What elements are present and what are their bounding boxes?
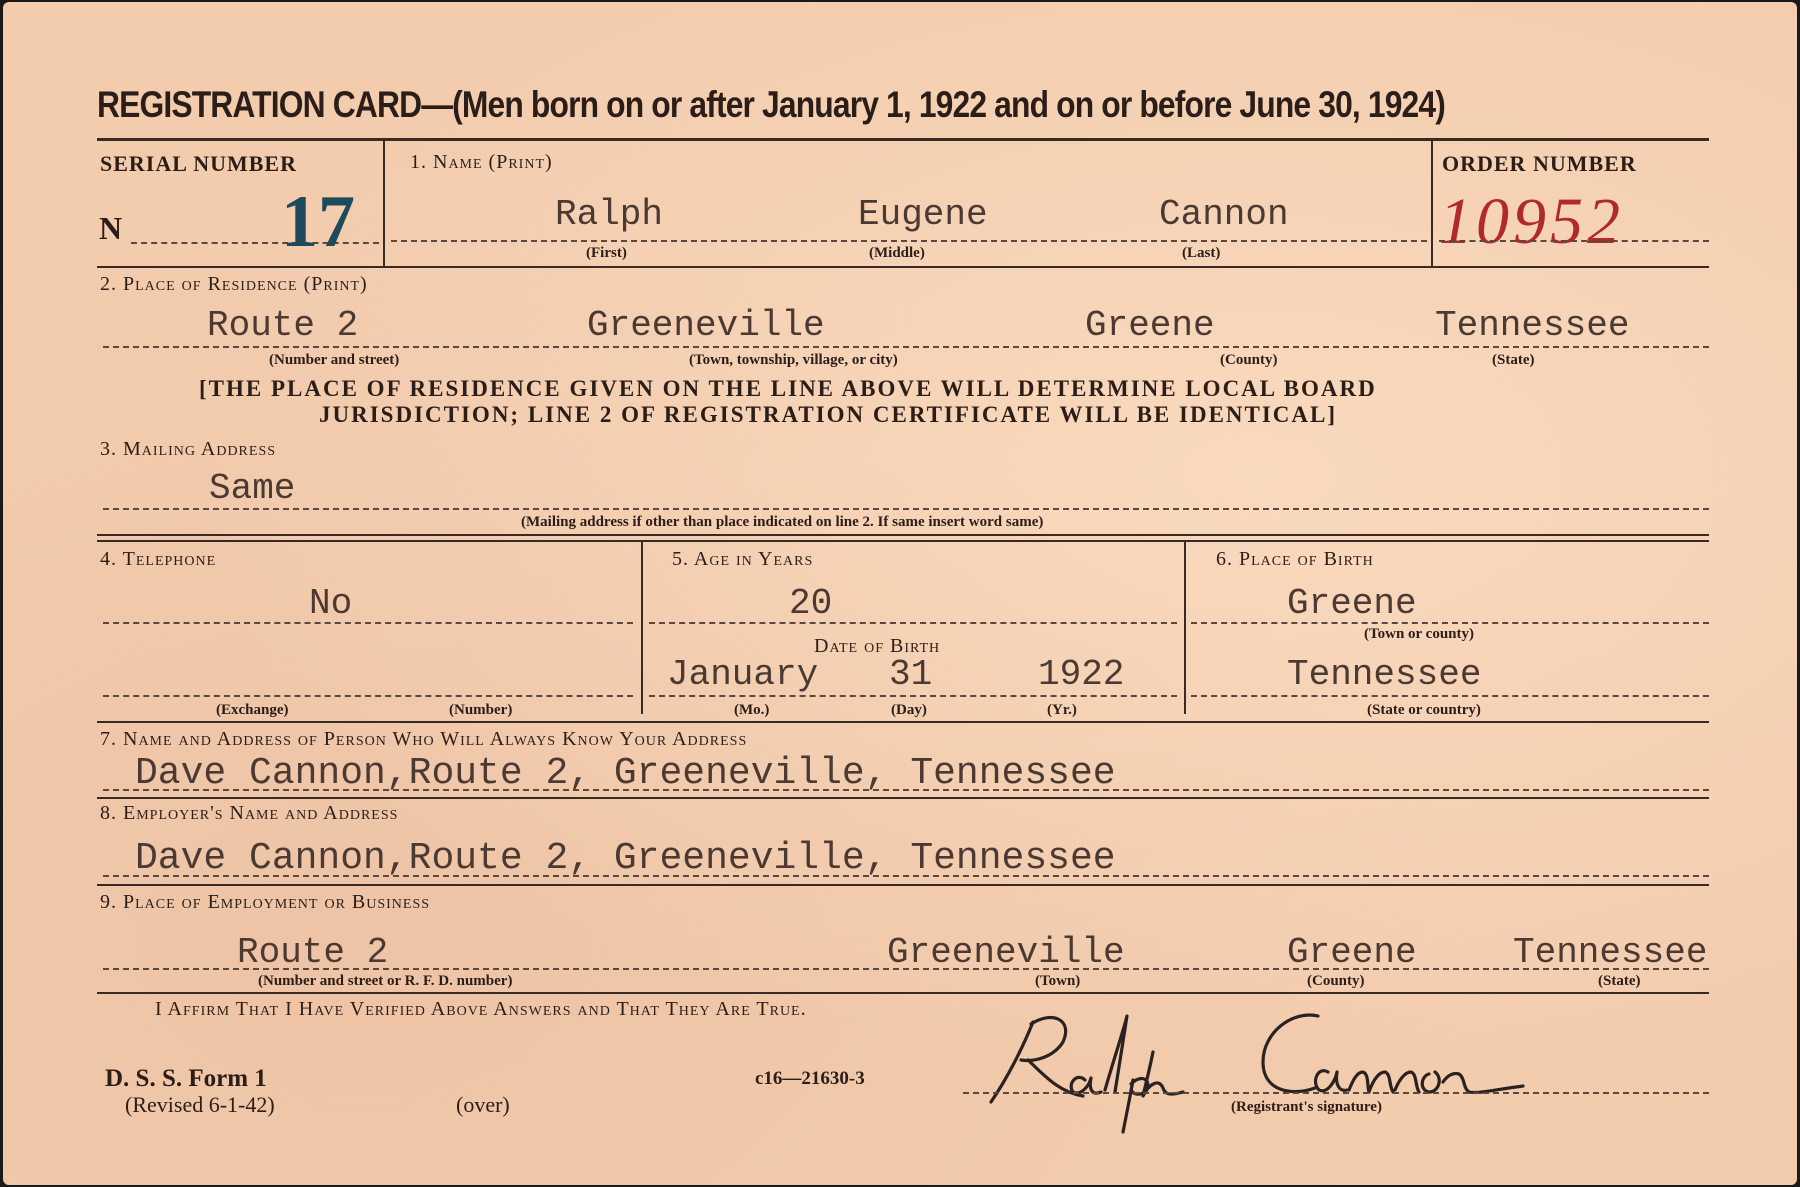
dob-month: January bbox=[667, 654, 819, 695]
employer-line bbox=[103, 875, 1709, 877]
signature-caption: (Registrant's signature) bbox=[1231, 1099, 1382, 1115]
telephone-exchange-caption: (Exchange) bbox=[216, 702, 289, 718]
birthplace-state-line bbox=[1191, 695, 1709, 697]
age-value: 20 bbox=[789, 583, 833, 624]
age-label: 5. Age in Years bbox=[672, 548, 814, 570]
name-last: Cannon bbox=[1159, 194, 1289, 235]
birthplace-town: Greene bbox=[1287, 583, 1417, 624]
serial-divider bbox=[383, 138, 385, 266]
mailing-rule-a bbox=[97, 534, 1709, 536]
residence-label: 2. Place of Residence (Print) bbox=[100, 273, 368, 295]
mailing-value: Same bbox=[209, 468, 296, 509]
form-revised: (Revised 6-1-42) bbox=[125, 1092, 275, 1117]
employment-county: Greene bbox=[1287, 932, 1417, 973]
residence-state: Tennessee bbox=[1435, 305, 1630, 346]
birthplace-state: Tennessee bbox=[1287, 654, 1482, 695]
residence-state-caption: (State) bbox=[1492, 352, 1535, 368]
name-first: Ralph bbox=[555, 194, 664, 235]
telephone-label: 4. Telephone bbox=[100, 548, 217, 570]
employment-street-caption: (Number and street or R. F. D. number) bbox=[258, 973, 513, 989]
mailing-label: 3. Mailing Address bbox=[100, 438, 277, 460]
name-label: 1. Name (Print) bbox=[410, 151, 553, 173]
serial-prefix: N bbox=[99, 210, 123, 246]
name-line bbox=[391, 240, 1427, 242]
employer-value: Dave Cannon,Route 2, Greeneville, Tennessee bbox=[135, 837, 1116, 880]
telephone-divider bbox=[641, 542, 643, 714]
name-middle: Eugene bbox=[858, 194, 988, 235]
birthplace-label: 6. Place of Birth bbox=[1216, 548, 1374, 570]
dob-year: 1922 bbox=[1038, 654, 1125, 695]
row1-rule bbox=[97, 266, 1709, 268]
order-divider bbox=[1431, 138, 1433, 266]
birthplace-town-line bbox=[1191, 622, 1709, 624]
mailing-caption: (Mailing address if other than place indicated on line 2. If same insert word same) bbox=[521, 514, 1044, 530]
employer-label: 8. Employer's Name and Address bbox=[100, 802, 399, 824]
dob-day: 31 bbox=[889, 654, 933, 695]
top-rule bbox=[97, 138, 1709, 141]
row4-rule bbox=[97, 721, 1709, 723]
age-divider bbox=[1184, 542, 1186, 714]
dob-day-caption: (Day) bbox=[891, 702, 927, 718]
employment-state-caption: (State) bbox=[1598, 973, 1641, 989]
birthplace-town-caption: (Town or county) bbox=[1364, 626, 1475, 642]
residence-line bbox=[103, 346, 1709, 348]
telephone-number-caption: (Number) bbox=[449, 702, 513, 718]
affirmation-text: I Affirm That I Have Verified Above Answers and That They Are True. bbox=[155, 998, 807, 1020]
order-line bbox=[1439, 240, 1709, 242]
serial-number-label: SERIAL NUMBER bbox=[100, 151, 297, 176]
name-first-caption: (First) bbox=[586, 245, 627, 261]
mailing-rule-b bbox=[97, 540, 1709, 542]
residence-town-caption: (Town, township, village, or city) bbox=[689, 352, 898, 368]
residence-county-caption: (County) bbox=[1220, 352, 1278, 368]
telephone-line-2 bbox=[103, 695, 633, 697]
name-last-caption: (Last) bbox=[1182, 245, 1221, 261]
employment-label: 9. Place of Employment or Business bbox=[100, 891, 431, 913]
signature-line bbox=[963, 1092, 1709, 1094]
residence-town: Greeneville bbox=[587, 305, 825, 346]
contact-value: Dave Cannon,Route 2, Greeneville, Tennessee bbox=[135, 752, 1116, 795]
form-over: (over) bbox=[456, 1092, 510, 1117]
birthplace-state-caption: (State or country) bbox=[1367, 702, 1481, 718]
form-name: D. S. S. Form 1 bbox=[105, 1065, 267, 1092]
dob-label: Date of Birth bbox=[814, 635, 941, 657]
card-title: REGISTRATION CARD—(Men born on or after January 1, 1922 and on or before June 30, 1924) bbox=[97, 84, 1445, 125]
registrant-signature bbox=[973, 992, 1623, 1142]
employment-town-caption: (Town) bbox=[1035, 973, 1081, 989]
residence-street: Route 2 bbox=[207, 305, 359, 346]
residence-street-caption: (Number and street) bbox=[269, 352, 400, 368]
order-number-label: ORDER NUMBER bbox=[1442, 151, 1637, 176]
age-line bbox=[649, 622, 1177, 624]
mailing-line bbox=[103, 508, 1709, 510]
employment-line bbox=[103, 968, 1709, 970]
contact-line bbox=[103, 789, 1709, 791]
employment-street: Route 2 bbox=[237, 932, 389, 973]
employment-county-caption: (County) bbox=[1307, 973, 1365, 989]
residence-county: Greene bbox=[1085, 305, 1215, 346]
residence-notice-line2: JURISDICTION; LINE 2 OF REGISTRATION CERTIFICATE WILL BE IDENTICAL] bbox=[319, 402, 1338, 427]
dob-month-caption: (Mo.) bbox=[734, 702, 770, 718]
row8-rule bbox=[97, 884, 1709, 886]
employment-town: Greeneville bbox=[887, 932, 1125, 973]
telephone-value: No bbox=[309, 583, 353, 624]
dob-year-caption: (Yr.) bbox=[1047, 702, 1077, 718]
row7-rule bbox=[97, 797, 1709, 799]
order-number-value: 10952 bbox=[1439, 185, 1624, 258]
dob-line bbox=[649, 695, 1177, 697]
form-code: c16—21630-3 bbox=[755, 1068, 865, 1089]
registration-card bbox=[3, 2, 1797, 1185]
name-middle-caption: (Middle) bbox=[869, 245, 925, 261]
employment-state: Tennessee bbox=[1513, 932, 1708, 973]
contact-label: 7. Name and Address of Person Who Will Always Know Your Address bbox=[100, 728, 748, 750]
residence-notice-line1: [THE PLACE OF RESIDENCE GIVEN ON THE LINE ABOVE WILL DETERMINE LOCAL BOARD bbox=[199, 376, 1377, 401]
telephone-line-1 bbox=[103, 622, 633, 624]
serial-number-value: 17 bbox=[281, 181, 355, 263]
